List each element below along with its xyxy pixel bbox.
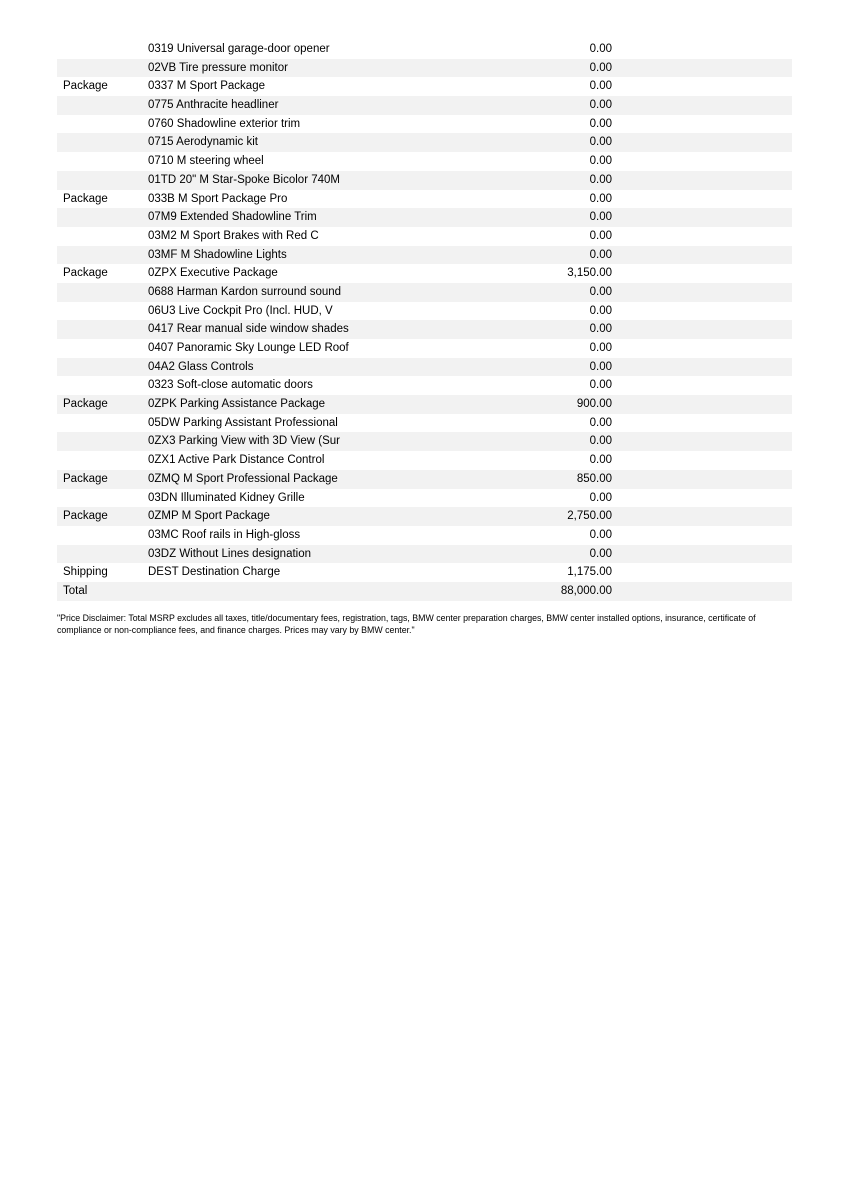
item-cell: 0407 Panoramic Sky Lounge LED Roof <box>148 342 349 354</box>
item-cell: 02VB Tire pressure monitor <box>148 61 288 74</box>
item-cell: 0ZX1 Active Park Distance Control <box>148 454 325 467</box>
table-row <box>57 470 792 489</box>
price-cell: 0.00 <box>589 360 612 373</box>
price-cell: 0.00 <box>589 80 612 93</box>
table-row <box>57 302 792 321</box>
price-cell: 0.00 <box>589 211 612 224</box>
category-cell: Total <box>63 584 88 597</box>
table-row <box>57 395 792 414</box>
table-row <box>57 96 792 115</box>
category-cell: Package <box>63 472 108 485</box>
price-cell: 0.00 <box>589 43 612 55</box>
item-cell: 07M9 Extended Shadowline Trim <box>148 211 317 224</box>
item-cell: 0ZPK Parking Assistance Package <box>148 398 326 411</box>
price-cell: 0.00 <box>589 379 612 392</box>
price-cell: 0.00 <box>589 192 612 205</box>
price-cell: 0.00 <box>589 285 612 298</box>
item-cell: 0ZX3 Parking View with 3D View (Sur <box>148 435 340 448</box>
price-cell: 0.00 <box>589 547 612 560</box>
price-cell: 88,000.00 <box>560 584 612 597</box>
table-row <box>57 545 792 564</box>
table-row <box>57 451 792 470</box>
item-cell: 03MF M Shadowline Lights <box>148 248 287 261</box>
price-cell: 0.00 <box>589 416 612 429</box>
table-row <box>57 59 792 78</box>
category-cell: Package <box>63 510 108 523</box>
price-cell: 2,750.00 <box>567 510 612 523</box>
item-cell: 0ZMQ M Sport Professional Package <box>148 472 338 485</box>
table-row <box>57 283 792 302</box>
price-cell: 0.00 <box>589 117 612 130</box>
item-cell: 03M2 M Sport Brakes with Red C <box>148 229 319 242</box>
item-cell: DEST Destination Charge <box>148 566 281 579</box>
table-row <box>57 264 792 283</box>
table-row <box>57 40 792 59</box>
item-cell: 0337 M Sport Package <box>148 80 265 93</box>
table-row <box>57 526 792 545</box>
table-row <box>57 358 792 377</box>
table-row <box>57 489 792 508</box>
item-cell: 0715 Aerodynamic kit <box>148 136 258 149</box>
table-row <box>57 246 792 265</box>
price-cell: 0.00 <box>589 304 612 317</box>
category-cell: Package <box>63 80 108 93</box>
table-row <box>57 376 792 395</box>
item-cell: 0710 M steering wheel <box>148 155 264 168</box>
table-row <box>57 563 792 582</box>
table-row <box>57 320 792 339</box>
price-disclaimer: "Price Disclaimer: Total MSRP excludes all taxes, title/documentary fees, registration, tags, BMW center preparation charges, BMW center installed options, insurance, certificate of compliance or non-compliance fees, and finance charges. Prices may vary by BMW center." <box>57 613 756 635</box>
price-cell: 850.00 <box>576 472 612 485</box>
table-row <box>57 582 792 601</box>
item-cell: 033B M Sport Package Pro <box>148 192 288 205</box>
item-cell: 05DW Parking Assistant Professional <box>148 416 338 429</box>
table-row <box>57 133 792 152</box>
table-row <box>57 414 792 433</box>
item-cell: 0775 Anthracite headliner <box>148 99 279 112</box>
price-cell: 0.00 <box>589 435 612 448</box>
item-cell: 0ZMP M Sport Package <box>148 510 270 523</box>
item-cell: 0ZPX Executive Package <box>148 267 278 280</box>
price-cell: 0.00 <box>589 491 612 504</box>
item-cell: 03DN Illuminated Kidney Grille <box>148 491 305 504</box>
pricing-table <box>57 40 792 601</box>
price-cell: 0.00 <box>589 155 612 168</box>
price-cell: 1,175.00 <box>567 566 612 579</box>
item-cell: 0319 Universal garage-door opener <box>148 43 330 55</box>
price-cell: 0.00 <box>589 248 612 261</box>
category-cell: Package <box>63 398 108 411</box>
table-row <box>57 190 792 209</box>
price-cell: 0.00 <box>589 61 612 74</box>
item-cell: 0323 Soft-close automatic doors <box>148 379 313 392</box>
item-cell: 04A2 Glass Controls <box>148 360 254 373</box>
table-row <box>57 507 792 526</box>
table-row <box>57 115 792 134</box>
category-cell: Package <box>63 192 108 205</box>
table-row <box>57 227 792 246</box>
table-row <box>57 171 792 190</box>
price-cell: 3,150.00 <box>567 267 612 280</box>
table-row <box>57 339 792 358</box>
table-row <box>57 152 792 171</box>
price-cell: 0.00 <box>589 323 612 336</box>
item-cell: 03DZ Without Lines designation <box>148 547 312 560</box>
price-cell: 0.00 <box>589 229 612 242</box>
price-cell: 0.00 <box>589 136 612 149</box>
item-cell: 0760 Shadowline exterior trim <box>148 117 301 130</box>
price-cell: 0.00 <box>589 99 612 112</box>
price-cell: 0.00 <box>589 454 612 467</box>
price-cell: 900.00 <box>576 398 612 411</box>
category-cell: Package <box>63 267 108 280</box>
item-cell: 01TD 20" M Star-Spoke Bicolor 740M <box>148 173 340 186</box>
price-cell: 0.00 <box>589 173 612 186</box>
table-row <box>57 208 792 227</box>
price-cell: 0.00 <box>589 342 612 354</box>
category-cell: Shipping <box>63 566 108 579</box>
item-cell: 03MC Roof rails in High-gloss <box>148 528 301 541</box>
table-row <box>57 432 792 451</box>
item-cell: 0688 Harman Kardon surround sound <box>148 285 342 298</box>
price-cell: 0.00 <box>589 528 612 541</box>
item-cell: 0417 Rear manual side window shades <box>148 323 349 336</box>
item-cell: 06U3 Live Cockpit Pro (Incl. HUD, V <box>148 304 333 317</box>
table-row <box>57 77 792 96</box>
